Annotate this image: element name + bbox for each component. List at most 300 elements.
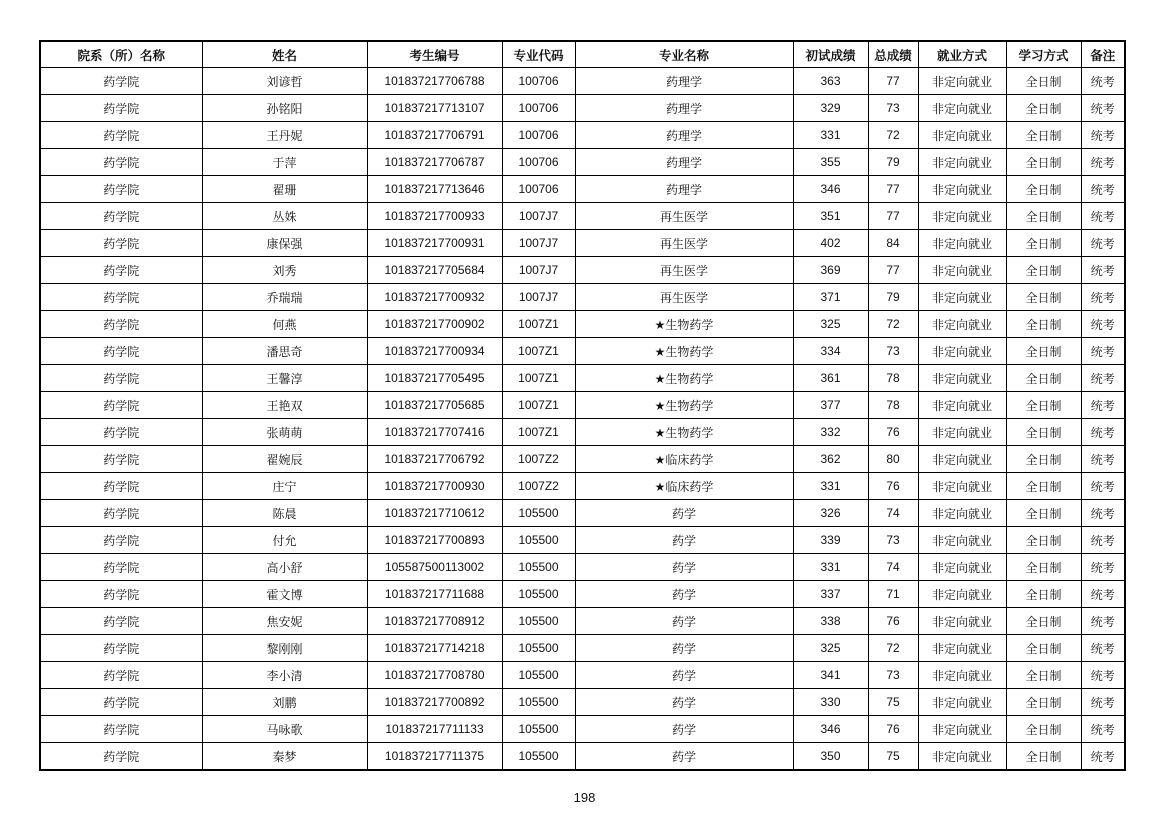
cell-preliminary-score: 371: [793, 284, 868, 311]
table-row: [40, 554, 1125, 581]
cell-preliminary-score: 339: [793, 527, 868, 554]
cell-name: 王丹妮: [202, 122, 367, 149]
table-row: [40, 662, 1125, 689]
cell-remarks: 统考: [1081, 419, 1125, 446]
cell-study-mode: 全日制: [1006, 122, 1081, 149]
cell-major-code: 105500: [502, 662, 575, 689]
table-row: [40, 473, 1125, 500]
cell-study-mode: 全日制: [1006, 95, 1081, 122]
header-study-mode: 学习方式: [1006, 41, 1081, 68]
cell-name: 王馨淳: [202, 365, 367, 392]
table-body: [40, 68, 1125, 771]
cell-department: 药学院: [40, 122, 202, 149]
cell-total-score: 76: [868, 419, 918, 446]
cell-name: 王艳双: [202, 392, 367, 419]
table-row: [40, 419, 1125, 446]
header-major-name: 专业名称: [575, 41, 793, 68]
cell-department: 药学院: [40, 608, 202, 635]
cell-total-score: 73: [868, 95, 918, 122]
cell-major-name: ★临床药学: [575, 473, 793, 500]
cell-department: 药学院: [40, 635, 202, 662]
cell-major-name: 药理学: [575, 68, 793, 95]
cell-employment-type: 非定向就业: [918, 176, 1006, 203]
cell-major-name: 药理学: [575, 176, 793, 203]
cell-study-mode: 全日制: [1006, 392, 1081, 419]
cell-candidate-number: 101837217706787: [367, 149, 502, 176]
cell-preliminary-score: 326: [793, 500, 868, 527]
header-name: 姓名: [202, 41, 367, 68]
cell-total-score: 71: [868, 581, 918, 608]
cell-name: 秦梦: [202, 743, 367, 771]
cell-major-code: 100706: [502, 176, 575, 203]
cell-name: 庄宁: [202, 473, 367, 500]
cell-study-mode: 全日制: [1006, 284, 1081, 311]
cell-preliminary-score: 355: [793, 149, 868, 176]
header-remarks: 备注: [1081, 41, 1125, 68]
cell-study-mode: 全日制: [1006, 230, 1081, 257]
cell-candidate-number: 101837217713107: [367, 95, 502, 122]
cell-name: 马咏歌: [202, 716, 367, 743]
table-row: [40, 230, 1125, 257]
cell-major-name: 再生医学: [575, 284, 793, 311]
cell-total-score: 79: [868, 284, 918, 311]
table-row: [40, 689, 1125, 716]
cell-study-mode: 全日制: [1006, 446, 1081, 473]
cell-department: 药学院: [40, 554, 202, 581]
table-row: [40, 284, 1125, 311]
cell-study-mode: 全日制: [1006, 257, 1081, 284]
cell-total-score: 76: [868, 608, 918, 635]
cell-major-code: 100706: [502, 95, 575, 122]
cell-study-mode: 全日制: [1006, 689, 1081, 716]
admission-list-table: [39, 40, 1126, 771]
cell-department: 药学院: [40, 176, 202, 203]
cell-employment-type: 非定向就业: [918, 527, 1006, 554]
cell-remarks: 统考: [1081, 473, 1125, 500]
cell-major-name: 再生医学: [575, 257, 793, 284]
cell-major-name: ★生物药学: [575, 419, 793, 446]
cell-candidate-number: 101837217706792: [367, 446, 502, 473]
cell-total-score: 74: [868, 500, 918, 527]
cell-candidate-number: 101837217710612: [367, 500, 502, 527]
cell-candidate-number: 101837217705685: [367, 392, 502, 419]
cell-major-code: 1007Z1: [502, 392, 575, 419]
cell-major-code: 105500: [502, 716, 575, 743]
cell-preliminary-score: 363: [793, 68, 868, 95]
cell-department: 药学院: [40, 473, 202, 500]
cell-employment-type: 非定向就业: [918, 689, 1006, 716]
cell-major-code: 1007Z2: [502, 446, 575, 473]
cell-preliminary-score: 331: [793, 122, 868, 149]
cell-employment-type: 非定向就业: [918, 203, 1006, 230]
cell-remarks: 统考: [1081, 203, 1125, 230]
cell-name: 刘谚哲: [202, 68, 367, 95]
cell-total-score: 72: [868, 311, 918, 338]
cell-major-code: 1007Z1: [502, 311, 575, 338]
table-row: [40, 392, 1125, 419]
cell-department: 药学院: [40, 716, 202, 743]
header-preliminary-score: 初试成绩: [793, 41, 868, 68]
cell-remarks: 统考: [1081, 446, 1125, 473]
cell-study-mode: 全日制: [1006, 500, 1081, 527]
cell-candidate-number: 101837217700931: [367, 230, 502, 257]
cell-remarks: 统考: [1081, 257, 1125, 284]
cell-department: 药学院: [40, 311, 202, 338]
cell-preliminary-score: 325: [793, 311, 868, 338]
cell-major-code: 105500: [502, 743, 575, 771]
cell-preliminary-score: 329: [793, 95, 868, 122]
cell-candidate-number: 101837217700933: [367, 203, 502, 230]
cell-total-score: 76: [868, 473, 918, 500]
table-row: [40, 149, 1125, 176]
cell-preliminary-score: 341: [793, 662, 868, 689]
cell-major-name: ★临床药学: [575, 446, 793, 473]
cell-department: 药学院: [40, 365, 202, 392]
cell-major-code: 1007J7: [502, 284, 575, 311]
cell-major-code: 1007Z1: [502, 338, 575, 365]
cell-major-name: 药学: [575, 554, 793, 581]
cell-major-code: 100706: [502, 149, 575, 176]
cell-employment-type: 非定向就业: [918, 68, 1006, 95]
cell-name: 丛姝: [202, 203, 367, 230]
cell-preliminary-score: 331: [793, 473, 868, 500]
cell-candidate-number: 101837217705495: [367, 365, 502, 392]
cell-preliminary-score: 350: [793, 743, 868, 771]
cell-remarks: 统考: [1081, 689, 1125, 716]
cell-major-name: 药理学: [575, 122, 793, 149]
cell-remarks: 统考: [1081, 149, 1125, 176]
cell-name: 付允: [202, 527, 367, 554]
cell-study-mode: 全日制: [1006, 554, 1081, 581]
cell-candidate-number: 101837217700892: [367, 689, 502, 716]
cell-preliminary-score: 346: [793, 176, 868, 203]
cell-department: 药学院: [40, 95, 202, 122]
cell-remarks: 统考: [1081, 635, 1125, 662]
cell-preliminary-score: 346: [793, 716, 868, 743]
cell-preliminary-score: 351: [793, 203, 868, 230]
cell-remarks: 统考: [1081, 338, 1125, 365]
cell-major-code: 1007Z1: [502, 419, 575, 446]
header-department: 院系（所）名称: [40, 41, 202, 68]
cell-name: 霍文博: [202, 581, 367, 608]
cell-total-score: 77: [868, 257, 918, 284]
cell-major-code: 1007Z2: [502, 473, 575, 500]
cell-name: 康保强: [202, 230, 367, 257]
cell-preliminary-score: 330: [793, 689, 868, 716]
cell-total-score: 76: [868, 716, 918, 743]
cell-employment-type: 非定向就业: [918, 473, 1006, 500]
cell-major-name: 药学: [575, 500, 793, 527]
cell-major-code: 1007J7: [502, 257, 575, 284]
cell-major-code: 100706: [502, 68, 575, 95]
cell-employment-type: 非定向就业: [918, 392, 1006, 419]
cell-study-mode: 全日制: [1006, 662, 1081, 689]
cell-major-name: 再生医学: [575, 230, 793, 257]
cell-major-name: 药学: [575, 581, 793, 608]
cell-employment-type: 非定向就业: [918, 716, 1006, 743]
cell-name: 潘思奇: [202, 338, 367, 365]
cell-preliminary-score: 337: [793, 581, 868, 608]
table-row: [40, 95, 1125, 122]
cell-remarks: 统考: [1081, 500, 1125, 527]
cell-department: 药学院: [40, 662, 202, 689]
cell-remarks: 统考: [1081, 662, 1125, 689]
cell-preliminary-score: 361: [793, 365, 868, 392]
cell-name: 焦安妮: [202, 608, 367, 635]
cell-candidate-number: 101837217700930: [367, 473, 502, 500]
cell-major-name: ★生物药学: [575, 311, 793, 338]
cell-study-mode: 全日制: [1006, 365, 1081, 392]
cell-study-mode: 全日制: [1006, 716, 1081, 743]
cell-total-score: 79: [868, 149, 918, 176]
cell-name: 张萌萌: [202, 419, 367, 446]
cell-department: 药学院: [40, 284, 202, 311]
cell-candidate-number: 101837217707416: [367, 419, 502, 446]
cell-name: 翟婉辰: [202, 446, 367, 473]
cell-employment-type: 非定向就业: [918, 257, 1006, 284]
cell-major-name: 药理学: [575, 95, 793, 122]
table-row: [40, 122, 1125, 149]
cell-name: 陈晨: [202, 500, 367, 527]
cell-total-score: 77: [868, 68, 918, 95]
table-row: [40, 527, 1125, 554]
cell-candidate-number: 105587500113002: [367, 554, 502, 581]
cell-employment-type: 非定向就业: [918, 608, 1006, 635]
cell-total-score: 73: [868, 527, 918, 554]
cell-remarks: 统考: [1081, 95, 1125, 122]
cell-candidate-number: 101837217708912: [367, 608, 502, 635]
cell-preliminary-score: 377: [793, 392, 868, 419]
cell-study-mode: 全日制: [1006, 68, 1081, 95]
cell-department: 药学院: [40, 581, 202, 608]
cell-department: 药学院: [40, 149, 202, 176]
table-row: [40, 635, 1125, 662]
cell-department: 药学院: [40, 68, 202, 95]
table-row: [40, 743, 1125, 771]
cell-remarks: 统考: [1081, 176, 1125, 203]
cell-major-name: 药理学: [575, 149, 793, 176]
cell-department: 药学院: [40, 419, 202, 446]
cell-total-score: 73: [868, 338, 918, 365]
cell-name: 何燕: [202, 311, 367, 338]
cell-employment-type: 非定向就业: [918, 149, 1006, 176]
cell-total-score: 78: [868, 365, 918, 392]
cell-total-score: 80: [868, 446, 918, 473]
cell-preliminary-score: 338: [793, 608, 868, 635]
cell-remarks: 统考: [1081, 122, 1125, 149]
cell-employment-type: 非定向就业: [918, 95, 1006, 122]
cell-candidate-number: 101837217708780: [367, 662, 502, 689]
table-header-row: [40, 41, 1125, 68]
cell-remarks: 统考: [1081, 68, 1125, 95]
cell-study-mode: 全日制: [1006, 635, 1081, 662]
cell-name: 翟珊: [202, 176, 367, 203]
cell-total-score: 84: [868, 230, 918, 257]
cell-employment-type: 非定向就业: [918, 581, 1006, 608]
table-row: [40, 338, 1125, 365]
cell-major-code: 105500: [502, 500, 575, 527]
table-row: [40, 257, 1125, 284]
cell-remarks: 统考: [1081, 284, 1125, 311]
cell-name: 黎刚刚: [202, 635, 367, 662]
table-row: [40, 365, 1125, 392]
cell-name: 刘秀: [202, 257, 367, 284]
cell-major-name: 再生医学: [575, 203, 793, 230]
cell-department: 药学院: [40, 338, 202, 365]
header-employment-type: 就业方式: [918, 41, 1006, 68]
cell-employment-type: 非定向就业: [918, 446, 1006, 473]
cell-total-score: 73: [868, 662, 918, 689]
cell-remarks: 统考: [1081, 743, 1125, 771]
cell-preliminary-score: 362: [793, 446, 868, 473]
cell-major-name: 药学: [575, 527, 793, 554]
header-candidate-number: 考生编号: [367, 41, 502, 68]
cell-major-code: 105500: [502, 554, 575, 581]
cell-major-code: 105500: [502, 527, 575, 554]
table-row: [40, 203, 1125, 230]
cell-study-mode: 全日制: [1006, 176, 1081, 203]
cell-remarks: 统考: [1081, 392, 1125, 419]
cell-employment-type: 非定向就业: [918, 554, 1006, 581]
cell-name: 刘鹏: [202, 689, 367, 716]
cell-employment-type: 非定向就业: [918, 743, 1006, 771]
cell-major-name: ★生物药学: [575, 365, 793, 392]
cell-remarks: 统考: [1081, 716, 1125, 743]
cell-department: 药学院: [40, 743, 202, 771]
cell-remarks: 统考: [1081, 527, 1125, 554]
cell-remarks: 统考: [1081, 311, 1125, 338]
cell-major-code: 1007J7: [502, 230, 575, 257]
cell-total-score: 75: [868, 743, 918, 771]
cell-department: 药学院: [40, 257, 202, 284]
cell-candidate-number: 101837217713646: [367, 176, 502, 203]
cell-employment-type: 非定向就业: [918, 122, 1006, 149]
cell-study-mode: 全日制: [1006, 473, 1081, 500]
table-row: [40, 608, 1125, 635]
cell-study-mode: 全日制: [1006, 608, 1081, 635]
cell-employment-type: 非定向就业: [918, 284, 1006, 311]
cell-major-code: 1007J7: [502, 203, 575, 230]
cell-major-name: 药学: [575, 689, 793, 716]
cell-preliminary-score: 332: [793, 419, 868, 446]
cell-department: 药学院: [40, 689, 202, 716]
cell-employment-type: 非定向就业: [918, 500, 1006, 527]
cell-major-code: 105500: [502, 608, 575, 635]
cell-candidate-number: 101837217700893: [367, 527, 502, 554]
cell-total-score: 72: [868, 122, 918, 149]
cell-employment-type: 非定向就业: [918, 311, 1006, 338]
cell-candidate-number: 101837217700932: [367, 284, 502, 311]
cell-major-name: 药学: [575, 716, 793, 743]
cell-total-score: 72: [868, 635, 918, 662]
cell-employment-type: 非定向就业: [918, 662, 1006, 689]
cell-candidate-number: 101837217700934: [367, 338, 502, 365]
cell-remarks: 统考: [1081, 230, 1125, 257]
cell-major-code: 105500: [502, 635, 575, 662]
cell-major-name: 药学: [575, 608, 793, 635]
cell-candidate-number: 101837217714218: [367, 635, 502, 662]
cell-major-name: 药学: [575, 743, 793, 771]
cell-major-name: ★生物药学: [575, 338, 793, 365]
cell-employment-type: 非定向就业: [918, 419, 1006, 446]
page-number: 198: [573, 790, 596, 805]
cell-employment-type: 非定向就业: [918, 338, 1006, 365]
cell-department: 药学院: [40, 392, 202, 419]
cell-employment-type: 非定向就业: [918, 635, 1006, 662]
cell-study-mode: 全日制: [1006, 311, 1081, 338]
cell-department: 药学院: [40, 527, 202, 554]
cell-name: 高小舒: [202, 554, 367, 581]
cell-study-mode: 全日制: [1006, 419, 1081, 446]
cell-department: 药学院: [40, 230, 202, 257]
cell-department: 药学院: [40, 500, 202, 527]
header-major-code: 专业代码: [502, 41, 575, 68]
table-row: [40, 311, 1125, 338]
table-row: [40, 176, 1125, 203]
cell-employment-type: 非定向就业: [918, 230, 1006, 257]
cell-name: 乔瑞瑞: [202, 284, 367, 311]
cell-total-score: 78: [868, 392, 918, 419]
table-row: [40, 500, 1125, 527]
cell-study-mode: 全日制: [1006, 527, 1081, 554]
cell-preliminary-score: 325: [793, 635, 868, 662]
cell-remarks: 统考: [1081, 581, 1125, 608]
cell-candidate-number: 101837217705684: [367, 257, 502, 284]
cell-candidate-number: 101837217711133: [367, 716, 502, 743]
cell-study-mode: 全日制: [1006, 743, 1081, 771]
cell-preliminary-score: 402: [793, 230, 868, 257]
cell-major-name: 药学: [575, 635, 793, 662]
cell-candidate-number: 101837217711688: [367, 581, 502, 608]
header-total-score: 总成绩: [868, 41, 918, 68]
cell-candidate-number: 101837217700902: [367, 311, 502, 338]
cell-remarks: 统考: [1081, 554, 1125, 581]
cell-name: 孙铭阳: [202, 95, 367, 122]
cell-remarks: 统考: [1081, 365, 1125, 392]
cell-total-score: 74: [868, 554, 918, 581]
cell-preliminary-score: 331: [793, 554, 868, 581]
cell-major-code: 1007Z1: [502, 365, 575, 392]
cell-name: 李小清: [202, 662, 367, 689]
table-row: [40, 446, 1125, 473]
cell-major-name: 药学: [575, 662, 793, 689]
cell-department: 药学院: [40, 446, 202, 473]
table-row: [40, 581, 1125, 608]
cell-department: 药学院: [40, 203, 202, 230]
cell-preliminary-score: 369: [793, 257, 868, 284]
cell-study-mode: 全日制: [1006, 338, 1081, 365]
cell-candidate-number: 101837217711375: [367, 743, 502, 771]
cell-major-code: 105500: [502, 581, 575, 608]
cell-study-mode: 全日制: [1006, 149, 1081, 176]
cell-name: 于萍: [202, 149, 367, 176]
cell-study-mode: 全日制: [1006, 203, 1081, 230]
cell-major-code: 100706: [502, 122, 575, 149]
cell-study-mode: 全日制: [1006, 581, 1081, 608]
cell-employment-type: 非定向就业: [918, 365, 1006, 392]
cell-major-code: 105500: [502, 689, 575, 716]
cell-major-name: ★生物药学: [575, 392, 793, 419]
cell-total-score: 75: [868, 689, 918, 716]
table-row: [40, 68, 1125, 95]
cell-total-score: 77: [868, 176, 918, 203]
cell-remarks: 统考: [1081, 608, 1125, 635]
cell-preliminary-score: 334: [793, 338, 868, 365]
table-row: [40, 716, 1125, 743]
cell-candidate-number: 101837217706788: [367, 68, 502, 95]
cell-total-score: 77: [868, 203, 918, 230]
cell-candidate-number: 101837217706791: [367, 122, 502, 149]
